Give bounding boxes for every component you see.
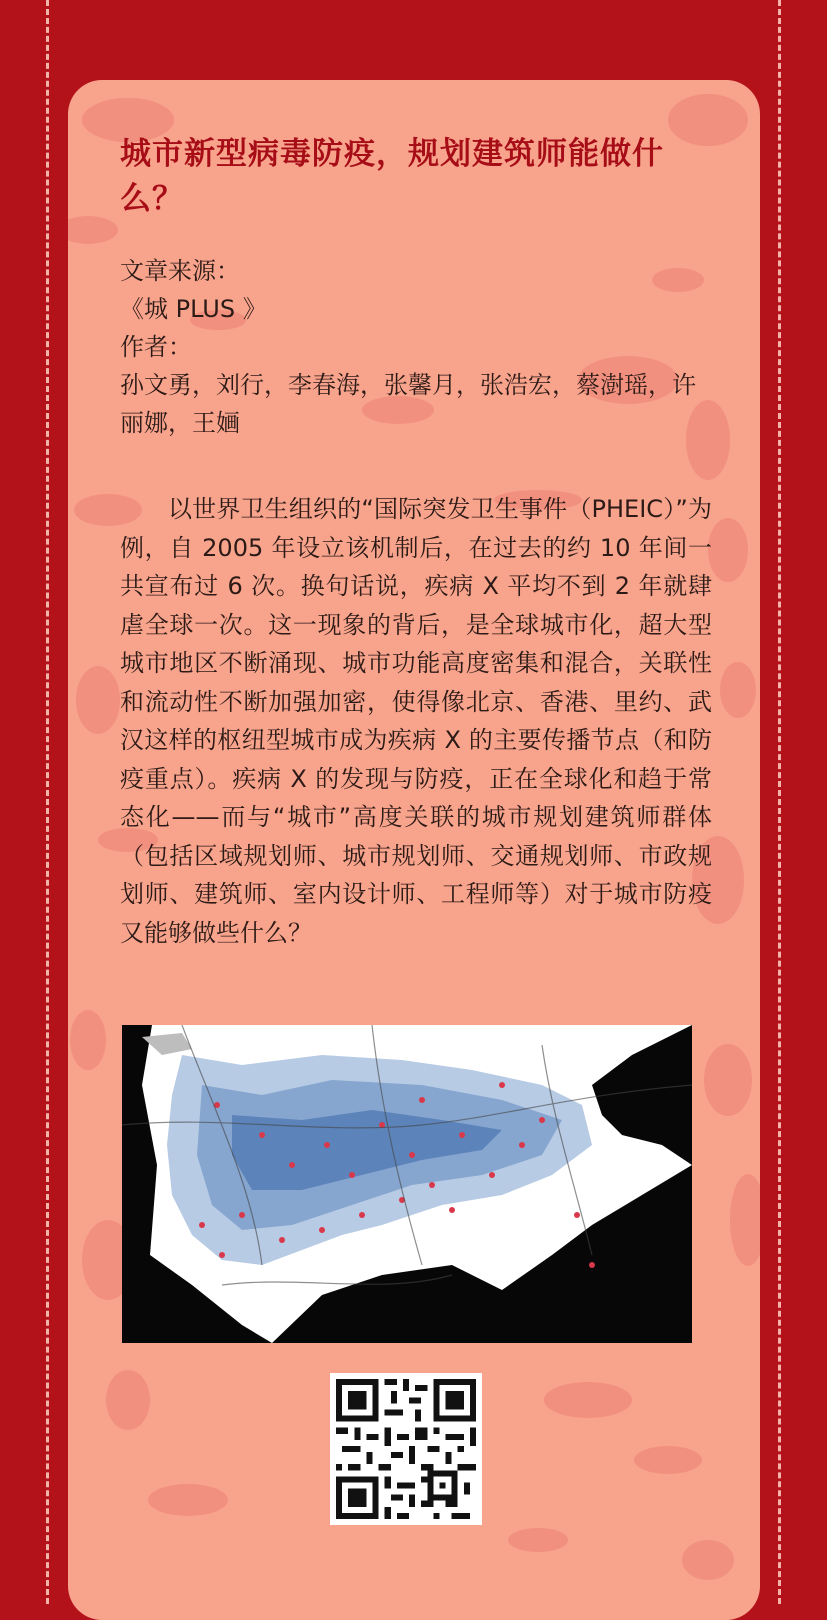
qr-code[interactable]	[330, 1373, 482, 1525]
author-list: 孙文勇，刘行，李春海，张馨月，张浩宏，蔡澍瑶，许丽娜，王婳	[120, 371, 696, 437]
author-label: 作者：	[120, 333, 192, 361]
right-dashed-border	[778, 0, 781, 1604]
article-card	[68, 80, 760, 1620]
city-density-map	[122, 1025, 692, 1343]
article-title: 城市新型病毒防疫，规划建筑师能做什么？	[120, 136, 664, 217]
article-body: 以世界卫生组织的“国际突发卫生事件（PHEIC）”为例，自 2005 年设立该机制后，在过去的约 10 年间一共宣布过 6 次。换句话说，疾病 X 平均不到 2 年就肆虐全球一次。这一现象的背后，是全球城市化，超大型城市地区不断涌现、城市功能高度密集和混合，关联性和流动性不断加强加密，使得像北京、香港、里约、武汉这样的枢纽型城市成为疾病 X 的主要传播节点（和防疫重点）。疾病 X 的发现与防疫，正在全球化和趋于常态化——而与“城市”高度关联的城市规划建筑师群体（包括区域规划师、城市规划师、交通规划师、市政规划师、建筑师、室内设计师、工程师等）对于城市防疫又能够做些什么？	[120, 495, 712, 947]
left-dashed-border	[46, 0, 49, 1604]
article-meta	[120, 252, 720, 442]
source-value: 《城 PLUS 》	[120, 295, 267, 323]
source-label: 文章来源：	[120, 257, 240, 285]
